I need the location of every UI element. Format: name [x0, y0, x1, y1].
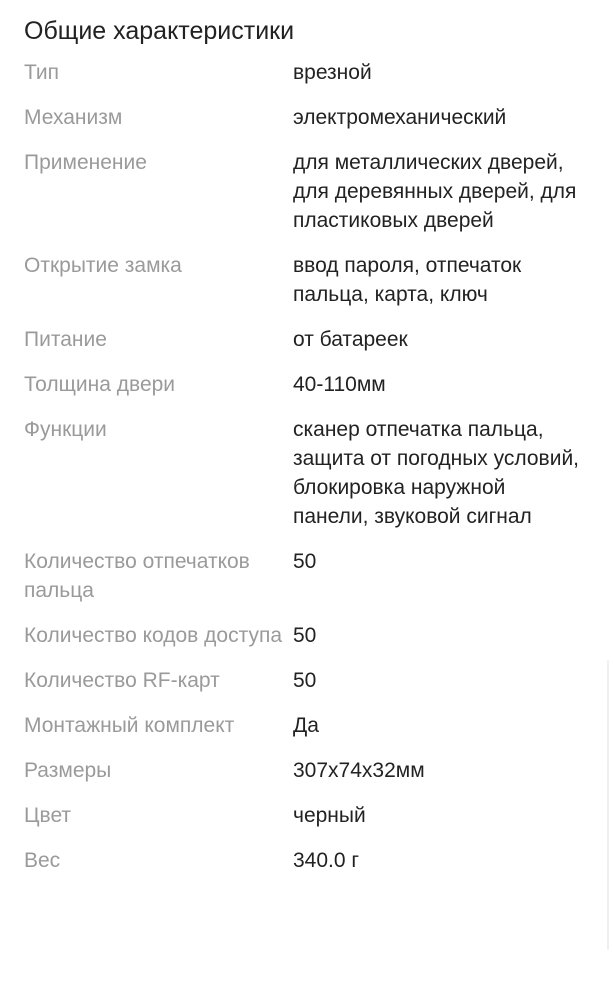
spec-label: Количество кодов доступа — [24, 624, 283, 647]
spec-label: Механизм — [24, 106, 123, 129]
spec-label: Функции — [24, 418, 107, 441]
section-title: Общие характеристики — [24, 17, 295, 45]
spec-label: Количество RF-карт — [24, 669, 220, 692]
spec-row-mounting-kit — [0, 711, 613, 756]
spec-row-power — [0, 325, 613, 370]
spec-row-access-codes — [0, 621, 613, 666]
spec-value: Да — [293, 714, 319, 737]
spec-value: 50 — [293, 624, 317, 647]
spec-value: от батареек — [293, 328, 408, 351]
spec-row-type — [0, 58, 613, 103]
spec-row-door-thickness — [0, 370, 613, 415]
spec-label: Количество отпечатков пальца — [24, 550, 250, 602]
spec-value: электромеханический — [293, 106, 507, 129]
scrollbar[interactable] — [607, 660, 609, 950]
spec-label: Вес — [24, 849, 61, 872]
spec-value: 340.0 г — [293, 849, 360, 872]
spec-value: для металлических дверей, для деревянных дверей, для пластиковых дверей — [293, 151, 577, 232]
spec-label: Открытие замка — [24, 254, 182, 277]
spec-value: 50 — [293, 669, 317, 692]
spec-list — [0, 58, 613, 891]
spec-row-mechanism — [0, 103, 613, 148]
spec-label: Размеры — [24, 759, 112, 782]
spec-value: 50 — [293, 550, 317, 573]
spec-value: 40-110мм — [293, 373, 386, 396]
spec-value: врезной — [293, 61, 372, 84]
spec-value: 307x74x32мм — [293, 759, 425, 782]
spec-row-color — [0, 801, 613, 846]
spec-label: Цвет — [24, 804, 72, 827]
spec-row-functions — [0, 415, 613, 547]
spec-row-fingerprints — [0, 547, 613, 621]
spec-value: сканер отпечатка пальца, защита от погодных условий, блокировка наружной панели, звуковой сигнал — [293, 418, 580, 528]
spec-value: черный — [293, 804, 366, 827]
spec-label: Питание — [24, 328, 107, 351]
spec-label: Тип — [24, 61, 60, 84]
spec-value: ввод пароля, отпечаток пальца, карта, ключ — [293, 254, 522, 306]
spec-row-weight — [0, 846, 613, 891]
spec-label: Применение — [24, 151, 147, 174]
spec-row-dimensions — [0, 756, 613, 801]
spec-label: Монтажный комплект — [24, 714, 235, 737]
spec-label: Толщина двери — [24, 373, 176, 396]
spec-row-unlock — [0, 251, 613, 325]
spec-row-rf-cards — [0, 666, 613, 711]
spec-row-application — [0, 148, 613, 251]
